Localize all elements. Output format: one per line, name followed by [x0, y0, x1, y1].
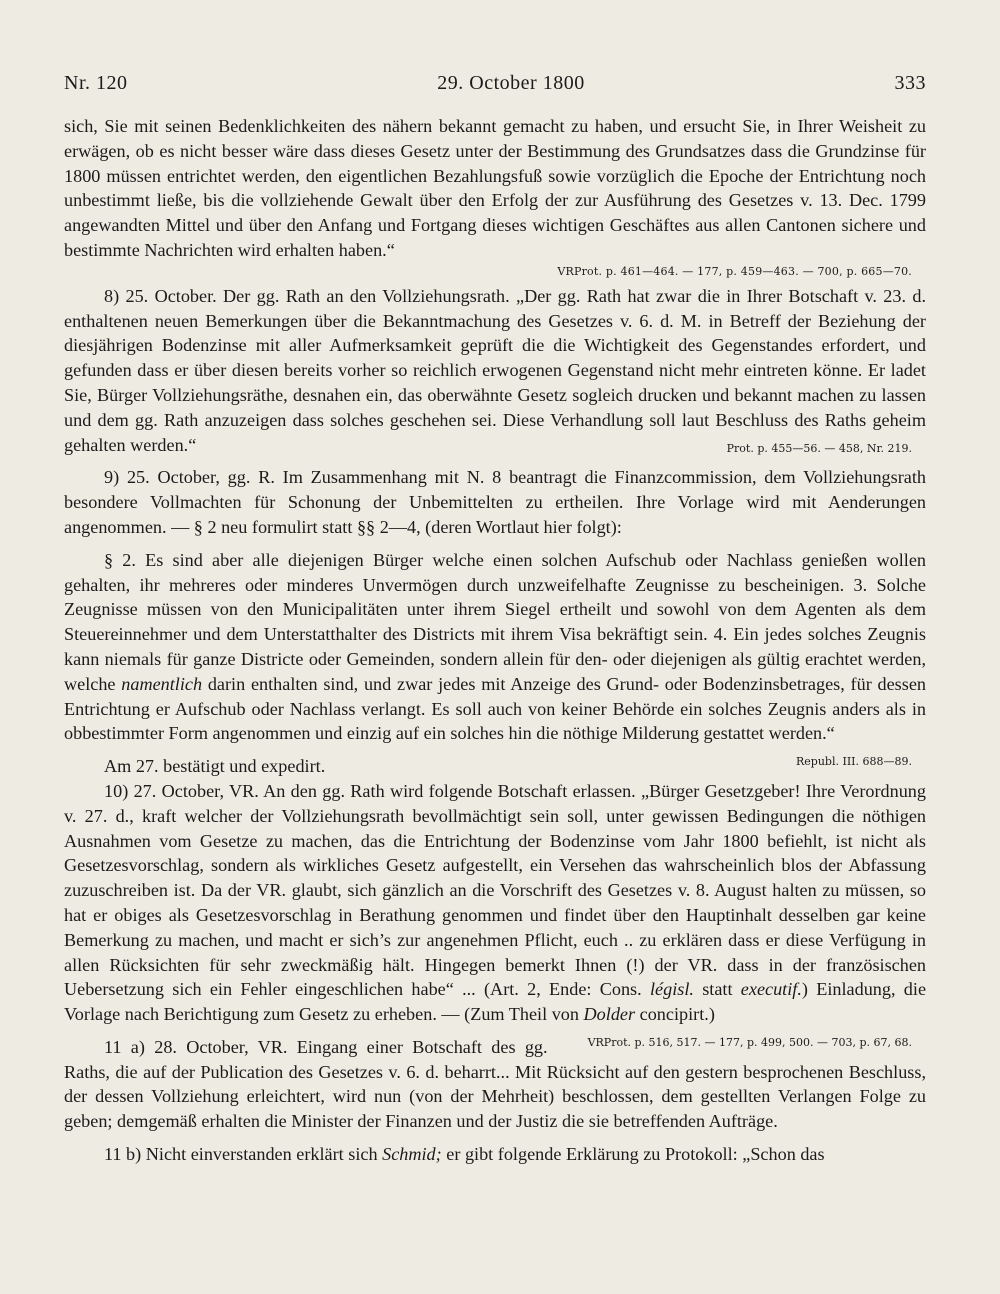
page-number: 333 — [894, 72, 926, 94]
paragraph-8-text-b: er gibt folgende Erklärung zu Protokoll: „Schon das — [446, 1144, 825, 1165]
paragraph-6 — [64, 779, 927, 1049]
reference-2: Prot. p. 455—56. — 458, Nr. 219. — [726, 441, 912, 455]
header-date: 29. October 1800 — [437, 72, 585, 94]
paragraph-6-italic-2: executif. — [740, 979, 802, 1000]
paragraph-4-text-b: darin enthalten sind, und zwar jedes mit Anzeige des Grund- oder Bodenzinsbetrages, für dessen Entrichtung er Aufschub oder Nachlass verlangt. Es soll auch von keiner Behörde ein solches Zeugnis anders als in obbestimmter Form angenommen und einzig auf ein solches hin die nöthige Milderung gestattet werden.“ — [64, 673, 926, 744]
paragraph-6-italic-1: législ. — [649, 979, 694, 1000]
reference-1: VRProt. p. 461—464. — 177, p. 459—463. — 700, p. 665—70. — [557, 264, 912, 278]
paragraph-6-text-b: statt — [702, 979, 733, 1000]
reference-4: VRProt. p. 516, 517. — 177, p. 499, 500. — 703, p. 67, 68. — [587, 1035, 912, 1049]
paragraph-8-italic: Schmid; — [382, 1144, 442, 1165]
paragraph-6-text-a: 10) 27. October, VR. An den gg. Rath wird folgende Botschaft erlassen. „Bürger Gesetzgeber! Ihre Verordnung v. 27. d., kraft welcher der Vollziehungsrath bevollmächtigt sein soll, unter gewissen Bedingungen die nöthigen Ausnahmen vom Gesetze zu machen, das die Entrichtung der Bodenzinse vom Jahr 1800 befiehlt, ist nicht als Gesetzesvorschlag, sondern als wirkliches Gesetz aufgestellt, ein Versehen das wahrscheinlich blos der Abfassung zuzuschreiben ist. Da der VR. glaubt, sich gänzlich an die Vorschrift des Gesetzes v. 8. August halten zu müssen, so hat er obiges als Gesetzesvorschlag in Berathung genommen und findet über den Hauptinhalt desselben gar keine Bemerkung zu machen, und macht er sich’s zur angenehmen Pflicht, euch .. zu erklären dass er diese Verfügung in allen Rücksichten für sehr zweckmäßig hält. Hingegen bemerkt Ihnen (!) der VR. dass in der französischen Uebersetzung sich ein Fehler eingeschlichen habe“ ... (Art. 2, Ende: Cons. — [64, 780, 926, 1000]
page-header — [64, 72, 926, 95]
paragraph-8 — [64, 1142, 926, 1167]
paragraph-6-text-c: ) Einladung, die Vorlage nach Berichtigung zum Gesetz zu erheben. — (Zum Theil von — [64, 979, 927, 1025]
paragraph-8-text-a: 11 b) Nicht einverstanden erklärt sich — [104, 1144, 378, 1165]
reference-3: Republ. III. 688—89. — [796, 755, 912, 769]
paragraph-3: 9) 25. October, gg. R. Im Zusammenhang mit N. 8 beantragt die Finanzcommission, dem Vollziehungsrath besondere Vollmachten für Schonung der Unbemittelten zu ertheilen. Ihre Vorlage wird mit Aenderungen angenommen. — § 2 neu formulirt statt §§ 2—4, (deren Wortlaut hier folgt): — [64, 467, 926, 537]
paragraph-6-text-d: concipirt.) — [639, 1004, 715, 1025]
paragraph-1: sich, Sie mit seinen Bedenklichkeiten des nähern bekannt gemacht zu haben, und ersucht Sie, in Ihrer Weisheit zu erwägen, ob es nicht besser wäre dass dieses Gesetz unter der Bestimmung des Grundsatzes dass die Grundzinse für 1800 müssen entrichtet werden, den eigentlichen Bezahlungsfuß sowie vorzüglich die Epoche der Entrichtung noch unbestimmt ließe, bis die vollziehende Gewalt über den Erfolg der zur Ausführung des Gesetzes v. 13. Dec. 1799 angewandten Mittel und über den Anfang und Fortgang dieses wichtigen Geschäftes aus allen Cantonen sichere und bestimmte Nachrichten wird erhalten haben.“ — [64, 116, 926, 260]
paragraph-4-italic: namentlich — [121, 673, 203, 694]
body-text — [64, 114, 926, 1167]
paragraph-7: 11 a) 28. October, VR. Eingang einer Botschaft des gg. Raths, die auf der Publication des Gesetzes v. 6. d. beharrt... Mit Rücksicht auf den gestern besprochenen Beschluss, der dessen Vollziehung erleichtert, wird nun (von der Mehrheit) beschlossen, dem gestellten Verlangen Folge zu geben; demgemäß erhalten die Minister der Finanzen und der Justiz die sie betreffenden Aufträge. — [64, 1036, 926, 1132]
paragraph-6-italic-3: Dolder — [583, 1004, 636, 1025]
paragraph-2-text: 8) 25. October. Der gg. Rath an den Vollziehungsrath. „Der gg. Rath hat zwar die in Ihrer Botschaft v. 23. d. enthaltenen neuen Bemerkungen über die Bekanntmachung des Gesetzes v. 6. d. M. in Betreff der Beziehung der diesjährigen Bodenzinse mit aller Aufmerksamkeit geprüft die die Wichtigkeit des Gegenstandes erfordert, und gefunden dass er über diesen bereits vorher so reichlich erwogenen Gegenstand nicht mehr eintreten könne. Er ladet Sie, Bürger Vollziehungsräthe, desnahen ein, das oberwähnte Gesetz sogleich drucken und bekannt machen zu lassen und dem gg. Rath anzuzeigen dass solches geschehen sei. Diese Verhandlung soll laut Beschluss des Raths geheim gehalten werden.“ — [64, 285, 926, 455]
paragraph-4-text-a: § 2. Es sind aber alle diejenigen Bürger welche einen solchen Aufschub oder Nachlass genießen wollen gehalten, ihr mehreres oder minderes Unvermögen durch unzweifelhafte Zeugnisse zu bescheinigen. 3. Solche Zeugnisse müssen von den Municipalitäten unter ihrem Siegel ertheilt und sowohl von dem Agenten als dem Steuereinnehmer und dem Unterstatthalter des Districts mit ihrem Visa bekräftigt sein. 4. Ein jedes solches Zeugnis kann niemals für ganze Districte oder Gemeinden, sondern allein für den- oder diejenigen als gültig erachtet werden, welche — [64, 549, 926, 694]
paragraph-5: Am 27. bestätigt und expedirt. — [104, 756, 326, 777]
document-number: Nr. 120 — [64, 72, 128, 94]
paragraph-2 — [64, 284, 926, 458]
